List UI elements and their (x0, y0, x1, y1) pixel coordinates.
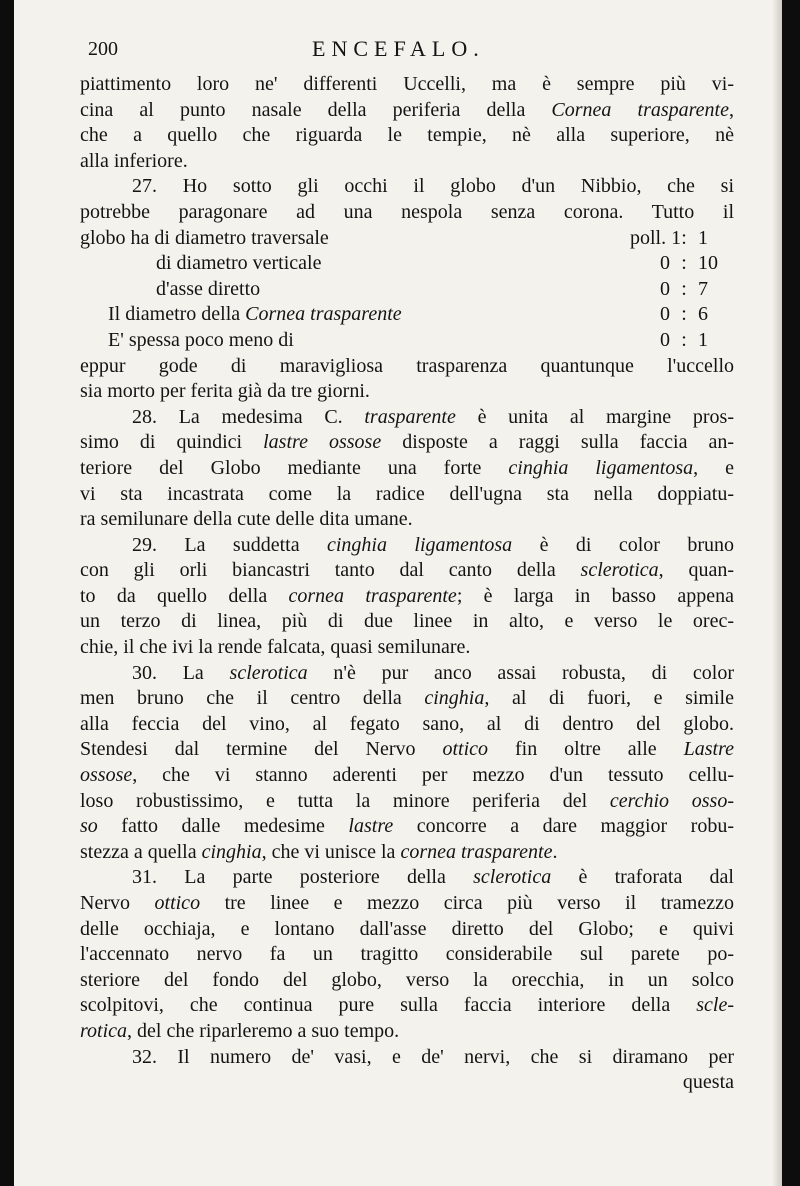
catchword: questa (682, 1071, 734, 1094)
measure-row: d'asse diretto 0 : 7 (156, 277, 708, 300)
text-line: cina al punto nasale della periferia della Cornea trasparente, (80, 98, 734, 121)
running-title: ENCEFALO. (312, 36, 485, 61)
page-number: 200 (88, 38, 118, 60)
text-line: Stendesi dal termine del Nervo ottico fin oltre alle Lastre (80, 738, 734, 761)
text-line: chie, il che ivi la rende falcata, quasi semilunare. (80, 636, 471, 659)
measure-row: di diametro verticale 0 : 10 (156, 252, 718, 275)
text-line: ra semilunare della cute delle dita umane. (80, 508, 413, 531)
paragraph-32-start: 32. Il numero de' vasi, e de' nervi, che si diramano per (132, 1045, 734, 1068)
text-line: ossose, che vi stanno aderenti per mezzo d'un tessuto cellu- (80, 764, 734, 787)
text-line: sia morto per ferita già da tre giorni. (80, 380, 370, 403)
page-header (88, 38, 728, 62)
text-line: teriore del Globo mediante una forte cinghia ligamentosa, e (80, 456, 734, 479)
text-line: potrebbe paragonare ad una nespola senza corona. Tutto il (80, 200, 734, 223)
text-line: con gli orli biancastri tanto dal canto della sclerotica, quan- (80, 559, 734, 582)
text-line: che a quello che riguarda le tempie, nè alla superiore, nè (80, 124, 734, 147)
text-line: un terzo di linea, più di due linee in alto, e verso le orec- (80, 610, 734, 633)
paragraph-27-start: 27. Ho sotto gli occhi il globo d'un Nibbio, che si (132, 175, 734, 198)
text-line: men bruno che il centro della cinghia, al di fuori, e simile (80, 687, 734, 710)
text-line: alla inferiore. (80, 149, 188, 172)
measure-row: globo ha di diametro traversale poll. 1 : 1 (80, 226, 708, 249)
text-line: delle occhiaja, e lontano dall'asse diretto del Globo; e quivi (80, 917, 734, 940)
paragraph-30-start: 30. La sclerotica n'è pur anco assai robusta, di color (132, 661, 734, 684)
text-line: rotica, del che riparleremo a suo tempo. (80, 1019, 400, 1042)
text-line: stezza a quella cinghia, che vi unisce la cornea trasparente. (80, 840, 558, 863)
paragraph-28-start: 28. La medesima C. trasparente è unita al margine pros- (132, 405, 734, 428)
measure-row: Il diametro della Cornea trasparente 0 : 6 (108, 303, 708, 326)
text-line: scolpitovi, che continua pure sulla faccia interiore della scle- (80, 994, 734, 1017)
text-line: piattimento loro ne' differenti Uccelli, ma è sempre più vi- (80, 73, 734, 95)
text-line: vi sta incastrata come la radice dell'ugna sta nella doppiatu- (80, 482, 734, 505)
text-line: Nervo ottico tre linee e mezzo circa più verso il tramezzo (80, 892, 734, 914)
paragraph-29-start: 29. La suddetta cinghia ligamentosa è di color bruno (132, 533, 734, 556)
measure-row: E' spessa poco meno di 0 : 1 (108, 328, 708, 351)
book-page (14, 0, 782, 1186)
paragraph-31-start: 31. La parte posteriore della sclerotica è traforata dal (132, 866, 734, 889)
text-line: alla feccia del vino, al fegato sano, al di dentro del globo. (80, 712, 734, 735)
text-line: eppur gode di maravigliosa trasparenza quantunque l'uccello (80, 354, 734, 377)
text-line: steriore del fondo del globo, verso la orecchia, in un solco (80, 968, 734, 991)
text-line: simo di quindici lastre ossose disposte a raggi sulla faccia an- (80, 431, 734, 454)
text-line: so fatto dalle medesime lastre concorre a dare maggior robu- (80, 815, 734, 838)
text-line: loso robustissimo, e tutta la minore periferia del cerchio osso- (80, 789, 734, 812)
text-line: to da quello della cornea trasparente; è larga in basso appena (80, 584, 734, 607)
body-text (80, 72, 734, 1096)
text-line: l'accennato nervo fa un tragitto considerabile sul parete po- (80, 943, 734, 966)
